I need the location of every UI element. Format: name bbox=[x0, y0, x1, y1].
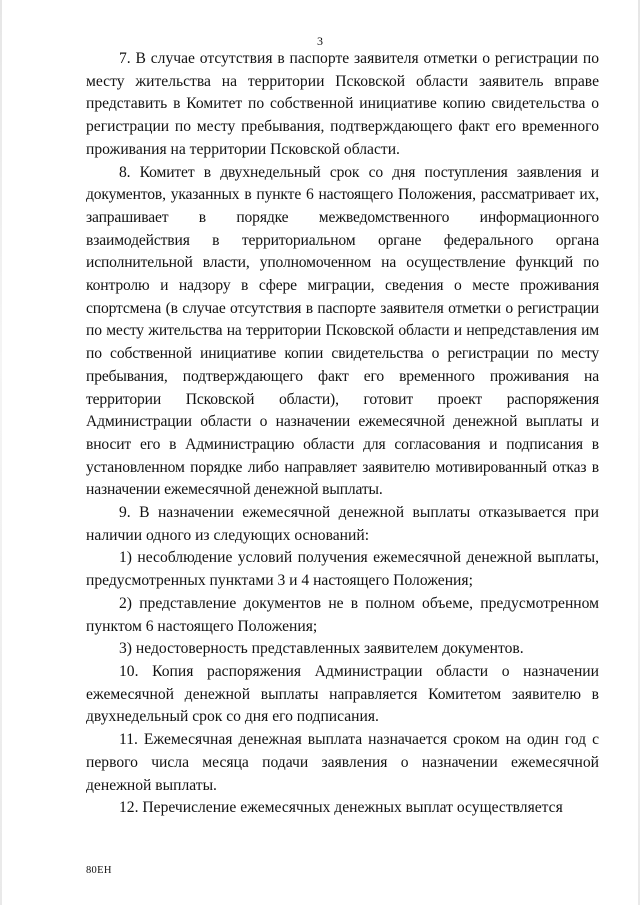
paragraph-11: 11. Ежемесячная денежная выплата назначается сроком на один год с первого числа месяца подачи заявления о назначении ежемесячной денежной выплаты. bbox=[86, 731, 599, 794]
paragraph-7: 7. В случае отсутствия в паспорте заявителя отметки о регистрации по месту жительства на территории Псковской области заявитель вправе представить в Комитет по собственной инициативе копию свидетельства о регистрации по месту пребывания, подтверждающего факт его временного проживания на территории Псковской области. bbox=[86, 50, 599, 158]
paragraph-12: 12. Перечисление ежемесячных денежных выплат осуществляется bbox=[119, 799, 563, 817]
document-body bbox=[86, 48, 599, 820]
left-page-edge bbox=[0, 0, 2, 905]
paragraph-9-item-1: 1) несоблюдение условий получения ежемесячной денежной выплаты, предусмотренных пунктами 3 и 4 настоящего Положения; bbox=[86, 549, 599, 590]
page-number: 3 bbox=[317, 34, 323, 48]
paragraph-8: 8. Комитет в двухнедельный срок со дня поступления заявления и документов, указанных в пункте 6 настоящего Положения, рассматривает их, запрашивает в порядке межведомственного информационного взаимодействия в территориальном органе федерального органа исполнительной власти, уполномоченном на осуществление функций по контролю и надзору в сфере миграции, сведения о месте проживания спортсмена (в случае отсутствия в паспорте заявителя отметки о регистрации по месту жительства на территории Псковской области и непредставления им по собственной инициативе копии свидетельства о регистрации по месту пребывания, подтверждающего факт его временного проживания на территории Псковской области), готовит проект распоряжения Администрации области о назначении ежемесячной денежной выплаты и вносит его в Администрацию области для согласования и подписания в установленном порядке либо направляет заявителю мотивированный отказ в назначении ежемесячной денежной выплаты. bbox=[86, 163, 599, 499]
paragraph-10: 10. Копия распоряжения Администрации области о назначении ежемесячной денежной выплаты направляется Комитетом заявителю в двухнедельный срок со дня его подписания. bbox=[86, 662, 599, 726]
paragraph-9-item-2: 2) представление документов не в полном объеме, предусмотренном пунктом 6 настоящего Положения; bbox=[86, 594, 599, 635]
paragraph-9: 9. В назначении ежемесячной денежной выплаты отказывается при наличии одного из следующих оснований: bbox=[86, 504, 599, 544]
footer-code: 80ЕН bbox=[86, 865, 112, 876]
paragraph-9-item-3: 3) недостоверность представленных заявителем документов. bbox=[119, 640, 524, 658]
